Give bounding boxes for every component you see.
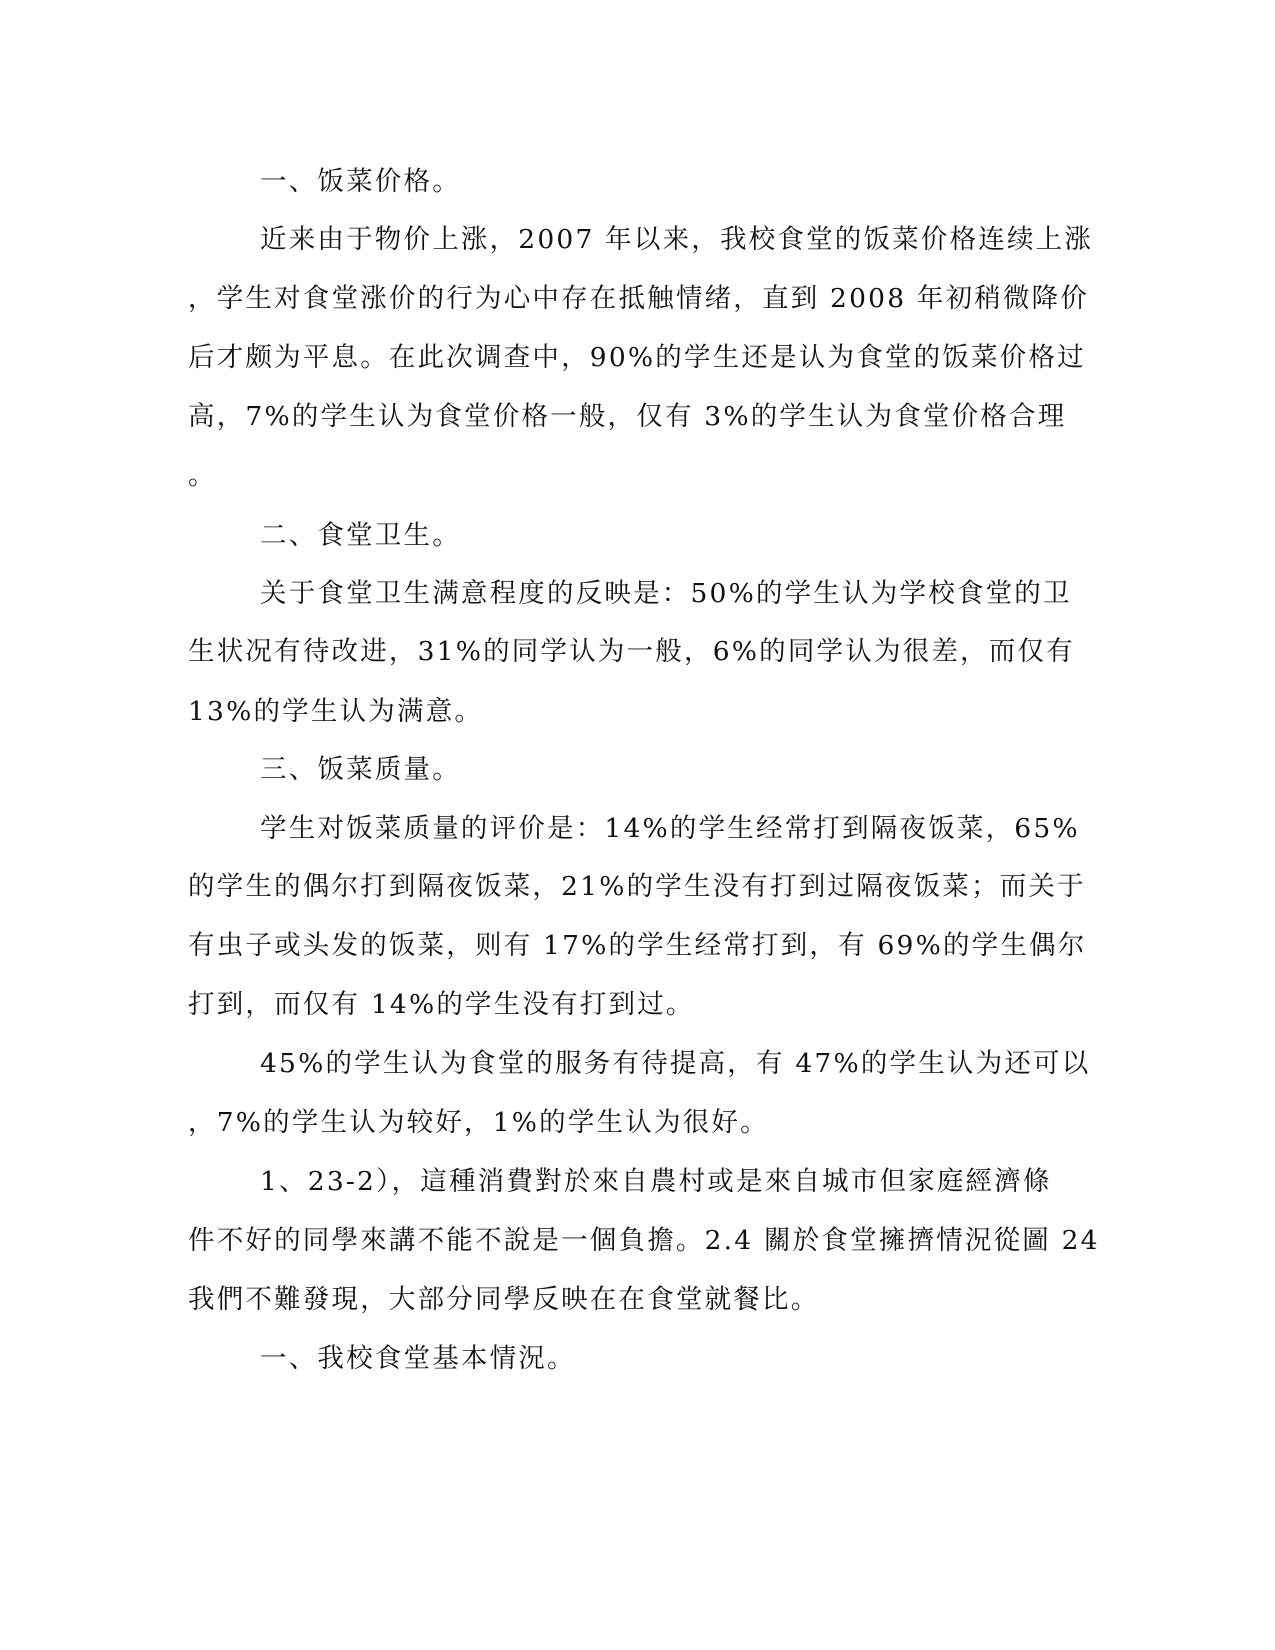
paragraph-line: 13%的学生认为满意。: [188, 696, 484, 727]
paragraph-line: 件不好的同學來講不能不說是一個負擔。2.4 關於食堂擁擠情況從圖 24: [188, 1225, 1100, 1256]
heading-meal-price: 一、饭菜价格。: [260, 166, 461, 197]
heading-meal-quality: 三、饭菜质量。: [260, 754, 461, 785]
paragraph-line: 关于食堂卫生满意程度的反映是：50%的学生认为学校食堂的卫: [260, 578, 1072, 609]
paragraph-line: 1、23-2），這種消費對於來自農村或是來自城市但家庭經濟條: [260, 1166, 1052, 1197]
heading-canteen-hygiene: 二、食堂卫生。: [260, 520, 461, 551]
paragraph-line: 近来由于物价上涨，2007 年以来，我校食堂的饭菜价格连续上涨: [260, 224, 1094, 255]
paragraph-line: ，7%的学生认为较好，1%的学生认为很好。: [188, 1107, 769, 1138]
paragraph-line: 学生对饭菜质量的评价是：14%的学生经常打到隔夜饭菜，65%: [260, 813, 1080, 844]
paragraph-line: 。: [188, 460, 217, 491]
heading-canteen-basic-info: 一、我校食堂基本情況。: [260, 1343, 576, 1374]
paragraph-line: 的学生的偶尔打到隔夜饭菜，21%的学生没有打到过隔夜饭菜；而关于: [188, 871, 1086, 902]
paragraph-line: 有虫子或头发的饭菜，则有 17%的学生经常打到，有 69%的学生偶尔: [188, 930, 1087, 961]
paragraph-line: ，学生对食堂涨价的行为心中存在抵触情绪，直到 2008 年初稍微降价: [188, 283, 1090, 314]
paragraph-line: 打到，而仅有 14%的学生没有打到过。: [188, 989, 695, 1020]
paragraph-line: 后才颇为平息。在此次调查中，90%的学生还是认为食堂的饭菜价格过: [188, 342, 1086, 373]
paragraph-line: 我們不難發現，大部分同學反映在在食堂就餐比。: [188, 1284, 820, 1315]
paragraph-line: 生状况有待改进，31%的同学认为一般，6%的同学认为很差，而仅有: [188, 636, 1075, 667]
paragraph-line: 45%的学生认为食堂的服务有待提高，有 47%的学生认为还可以: [260, 1048, 1091, 1079]
paragraph-line: 高，7%的学生认为食堂价格一般，仅有 3%的学生认为食堂价格合理: [188, 401, 1067, 432]
